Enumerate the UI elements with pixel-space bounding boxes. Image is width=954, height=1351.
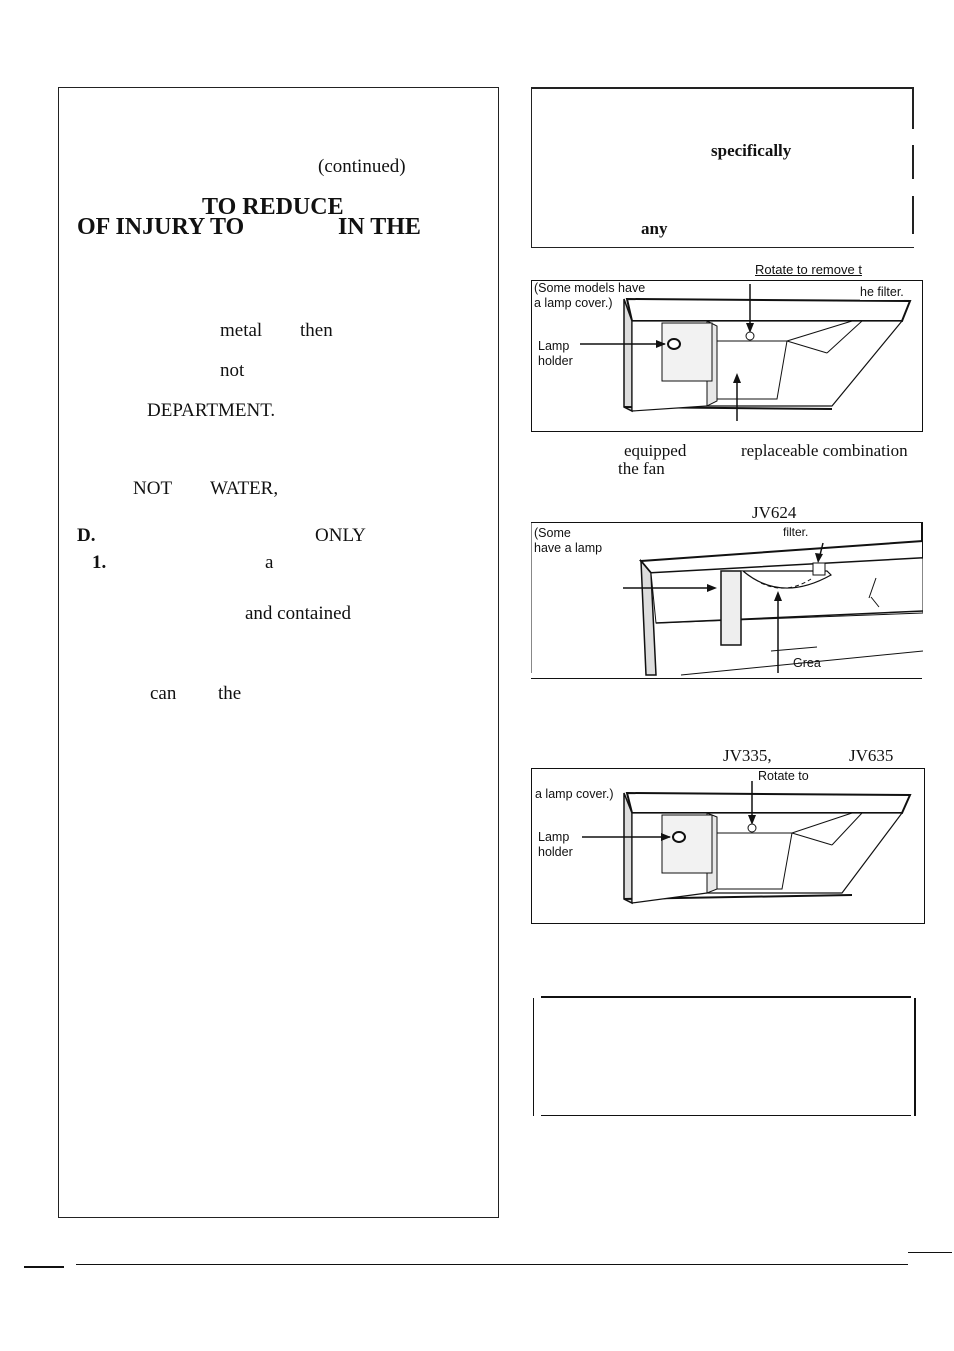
text-can: can [150,683,177,704]
left-warning-box [58,87,499,1218]
fig1-note-line2: a lamp cover.) [534,296,613,310]
fig1-rule [531,431,922,432]
fig2-note-line1: (Some [534,526,571,540]
fig1-note-line1: (Some models have [534,281,646,295]
heading-of-injury-to: OF INJURY TO [77,214,245,240]
text-water: WATER, [210,478,279,499]
fig1-filter-label: he filter. [860,285,904,299]
figure-2-hood-illustration [531,522,923,678]
fig2-grease-label: Grea [793,656,821,670]
text-department: DEPARTMENT. [147,400,276,421]
fig1-lamp-line2: holder [538,354,573,368]
fig2-filter-label: filter. [783,525,809,539]
fig2-note [534,526,602,556]
caption1-the-fan: the fan [618,459,665,478]
text-NOT: NOT [133,478,173,499]
fig1-rotate-label: Rotate to remove t [755,262,862,277]
text-only: ONLY [315,525,366,546]
fig3-lamp-holder-label [538,830,573,860]
heading-to-reduce: TO REDUCE [202,194,344,220]
fig2-model-number: JV624 [752,503,797,522]
fig3-rotate-label: Rotate to [758,769,809,783]
item-d-marker: D. [77,525,96,546]
note-box-top-rule [541,996,911,998]
text-specifically: specifically [711,141,792,160]
figure-3-hood-illustration [531,768,925,924]
text-metal: metal [220,320,263,341]
fig3-model-a: JV335, [723,746,772,765]
caption1-replaceable: replaceable combination [741,441,908,460]
fig1-note [534,281,645,311]
text-any: any [641,219,668,238]
fig1-lamp-holder-label [538,339,573,369]
text-a: a [265,552,274,573]
text-the: the [218,683,242,704]
figure-1-hood-illustration [531,280,923,432]
fig3-lamp-line1: Lamp [538,830,570,844]
right-warning-box [531,87,914,248]
footer-rule [76,1264,908,1265]
fig3-lamp-line2: holder [538,845,573,859]
fig3-note: a lamp cover.) [535,787,614,801]
continued-label: (continued) [318,156,406,177]
text-then: then [300,320,333,341]
note-box-right-border [914,998,916,1116]
fig2-rule [531,678,922,679]
heading-in-the: IN THE [338,214,421,240]
item-1-marker: 1. [92,552,107,573]
caption1-equipped: equipped [624,441,687,460]
note-box-bottom-rule [541,1115,911,1116]
text-and-contained: and contained [245,603,352,624]
text-not: not [220,360,245,381]
right-box-border-seg [912,87,914,129]
footer-rule-left-mark [24,1266,64,1268]
note-box-left-border [533,998,534,1116]
right-box-border-seg [912,196,914,234]
fig2-note-line2: have a lamp [534,541,603,555]
fig3-model-b: JV635 [849,746,894,765]
footer-rule-right-mark [908,1252,952,1253]
right-box-border-seg [912,145,914,179]
fig1-lamp-line1: Lamp [538,339,570,353]
